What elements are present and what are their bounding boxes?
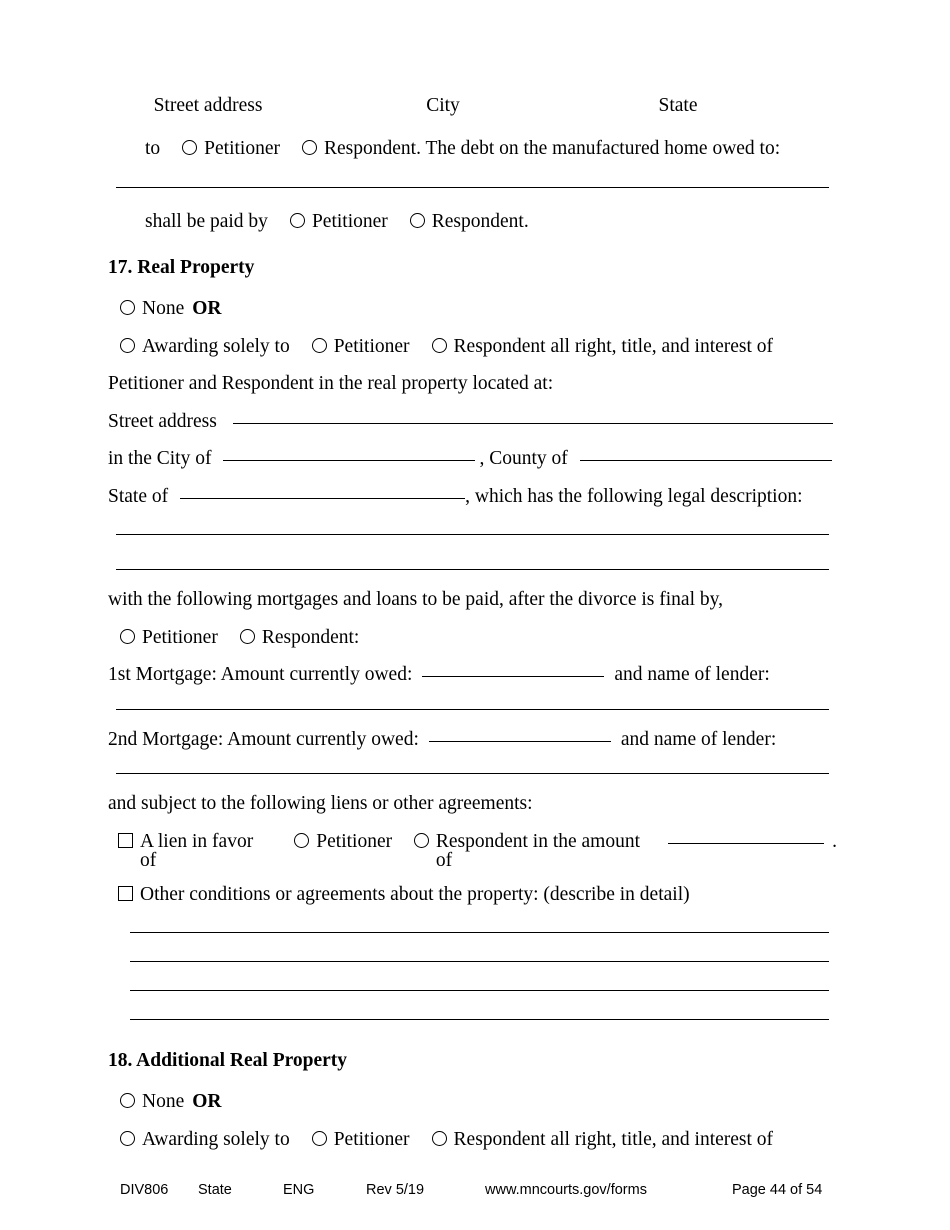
section-18-heading: 18. Additional Real Property bbox=[108, 1050, 348, 1071]
footer-page-number: Page 44 of 54 bbox=[732, 1182, 823, 1198]
radio-s17-lien-petitioner[interactable] bbox=[294, 833, 309, 848]
s17-mortgage2-lender-label: and name of lender: bbox=[620, 728, 777, 750]
spacer bbox=[108, 647, 837, 665]
s17-city-label: in the City of bbox=[108, 448, 212, 469]
footer-language: ENG bbox=[283, 1182, 315, 1198]
s17-street-address-label: Street address bbox=[108, 410, 217, 432]
radio-s17-respondent[interactable] bbox=[432, 338, 447, 353]
spacer bbox=[108, 188, 837, 212]
spacer bbox=[108, 469, 837, 487]
footer-revision: Rev 5/19 bbox=[366, 1182, 425, 1198]
s17-none-label: None bbox=[142, 298, 185, 319]
to-label: to bbox=[145, 138, 161, 159]
paid-respondent-label: Respondent. bbox=[431, 210, 529, 232]
radio-s17-pay-respondent[interactable] bbox=[240, 629, 255, 644]
s17-mortgage1-label: 1st Mortgage: Amount currently owed: bbox=[108, 664, 413, 685]
section-17-heading: 17. Real Property bbox=[108, 257, 255, 278]
s17-or-label: OR bbox=[192, 298, 222, 319]
s17-awarding-row bbox=[108, 337, 837, 357]
spacer bbox=[108, 962, 837, 990]
s17-mortgage2-amount-input[interactable] bbox=[429, 741, 611, 742]
radio-s17-none[interactable] bbox=[120, 300, 135, 315]
checkbox-s17-other-conditions[interactable] bbox=[118, 886, 133, 901]
s18-none-row bbox=[108, 1092, 837, 1112]
header-state: State bbox=[658, 95, 698, 116]
s17-mortgage1-row bbox=[108, 665, 837, 685]
s17-city-county-row bbox=[108, 449, 837, 469]
s17-state-row bbox=[108, 487, 837, 507]
spacer bbox=[108, 1112, 837, 1130]
s17-mortgage2-label: 2nd Mortgage: Amount currently owed: bbox=[108, 728, 419, 750]
checkbox-s17-lien[interactable] bbox=[118, 833, 133, 848]
s17-pay-petitioner-label: Petitioner bbox=[142, 626, 218, 648]
s17-lien-label: A lien in favor of bbox=[140, 830, 254, 871]
s17-mortgages-intro bbox=[108, 590, 837, 610]
spacer bbox=[108, 685, 837, 709]
s17-legal-desc-label: , which has the following legal description: bbox=[465, 485, 803, 507]
spacer bbox=[108, 749, 837, 773]
radio-mh-petitioner[interactable] bbox=[182, 140, 197, 155]
spacer bbox=[108, 871, 837, 885]
s17-mortgage1-amount-input[interactable] bbox=[422, 676, 604, 677]
s18-respondent-label: Respondent all right, title, and interest of bbox=[453, 1128, 774, 1150]
s17-describe-line-4[interactable] bbox=[130, 1019, 829, 1020]
address-column-headers bbox=[108, 95, 837, 117]
footer-form-number: DIV806 bbox=[120, 1182, 169, 1198]
s17-petitioner-label: Petitioner bbox=[333, 335, 410, 357]
footer-url: www.mncourts.gov/forms bbox=[485, 1182, 647, 1198]
radio-s18-petitioner[interactable] bbox=[312, 1131, 327, 1146]
s17-line2-label: Petitioner and Respondent in the real property located at: bbox=[108, 373, 554, 394]
s17-mortgage1-lender-label: and name of lender: bbox=[614, 664, 770, 685]
footer-state: State bbox=[198, 1182, 232, 1198]
s18-or-label: OR bbox=[192, 1091, 222, 1112]
spacer bbox=[108, 610, 837, 628]
s17-street-address-row bbox=[108, 412, 837, 432]
s17-county-input[interactable] bbox=[580, 460, 832, 461]
s18-awarding-label: Awarding solely to bbox=[142, 1128, 290, 1150]
radio-s17-pay-petitioner[interactable] bbox=[120, 629, 135, 644]
s17-county-label: , County of bbox=[479, 448, 568, 469]
s17-liens-intro bbox=[108, 794, 837, 814]
spacer bbox=[108, 933, 837, 961]
s17-mortgages-intro-label: with the following mortgages and loans to be paid, after the divorce is final by, bbox=[108, 589, 723, 610]
shall-be-paid-by-label: shall be paid by bbox=[145, 210, 268, 232]
spacer bbox=[108, 774, 837, 794]
spacer bbox=[108, 431, 837, 449]
header-street-address: Street address bbox=[153, 95, 263, 116]
spacer bbox=[108, 319, 837, 337]
s17-respondent-label: Respondent all right, title, and interest of bbox=[453, 335, 774, 357]
mh-petitioner-label: Petitioner bbox=[204, 138, 280, 159]
s17-awarding-label: Awarding solely to bbox=[142, 335, 290, 357]
s17-state-label: State of bbox=[108, 485, 169, 507]
s17-pay-respondent-label: Respondent: bbox=[261, 626, 360, 648]
spacer bbox=[108, 506, 837, 534]
spacer bbox=[108, 570, 837, 590]
radio-paid-respondent[interactable] bbox=[410, 213, 425, 228]
s17-mortgage2-row bbox=[108, 730, 837, 750]
s17-state-input[interactable] bbox=[180, 498, 465, 499]
s17-liens-intro-label: and subject to the following liens or other agreements: bbox=[108, 793, 533, 814]
spacer bbox=[108, 991, 837, 1019]
s17-paid-by-row bbox=[108, 628, 837, 648]
s17-lien-row bbox=[108, 832, 837, 871]
spacer bbox=[108, 356, 837, 374]
radio-s17-petitioner[interactable] bbox=[312, 338, 327, 353]
paid-petitioner-label: Petitioner bbox=[311, 210, 388, 232]
s17-lien-amount-input[interactable] bbox=[668, 843, 824, 844]
spacer bbox=[108, 904, 837, 932]
s17-other-conditions-row bbox=[108, 885, 837, 905]
s17-none-row bbox=[108, 299, 837, 319]
radio-s18-respondent[interactable] bbox=[432, 1131, 447, 1146]
spacer bbox=[108, 159, 837, 187]
spacer bbox=[108, 535, 837, 569]
s17-lien-respondent-label: Respondent in the amount of bbox=[435, 830, 641, 871]
manufactured-home-owed-row bbox=[108, 139, 837, 159]
mh-respondent-label: Respondent. The debt on the manufactured home owed to: bbox=[324, 138, 781, 159]
radio-mh-respondent[interactable] bbox=[302, 140, 317, 155]
radio-s17-awarding[interactable] bbox=[120, 338, 135, 353]
s18-none-label: None bbox=[142, 1091, 185, 1112]
s17-lien-period: . bbox=[832, 830, 838, 852]
radio-s17-lien-respondent[interactable] bbox=[414, 833, 429, 848]
s18-awarding-row bbox=[108, 1130, 837, 1150]
spacer bbox=[108, 710, 837, 730]
s18-petitioner-label: Petitioner bbox=[333, 1128, 410, 1150]
shall-be-paid-by-row bbox=[108, 212, 837, 232]
s17-line2 bbox=[108, 374, 837, 394]
spacer bbox=[108, 814, 837, 832]
radio-s18-awarding[interactable] bbox=[120, 1131, 135, 1146]
s17-other-conditions-label: Other conditions or agreements about the property: (describe in detail) bbox=[140, 883, 690, 905]
s17-street-address-input[interactable] bbox=[233, 423, 833, 424]
header-city: City bbox=[426, 95, 460, 116]
s17-city-input[interactable] bbox=[223, 460, 475, 461]
spacer bbox=[108, 394, 837, 412]
radio-paid-petitioner[interactable] bbox=[290, 213, 305, 228]
radio-s18-none[interactable] bbox=[120, 1093, 135, 1108]
s17-lien-petitioner-label: Petitioner bbox=[316, 830, 393, 852]
